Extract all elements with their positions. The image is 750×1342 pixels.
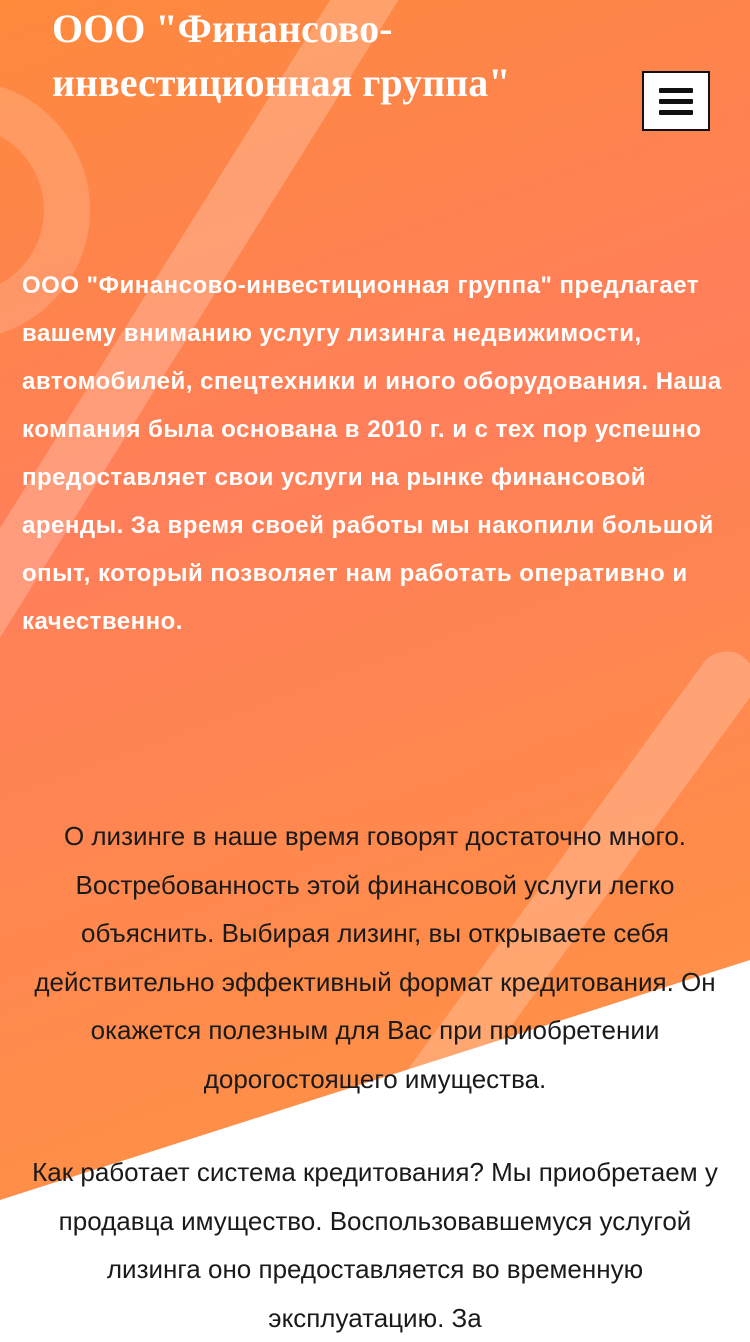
leasing-paragraph-2: Как работает система кредитования? Мы приобретаем у продавца имущество. Воспользовавшемуся услугой лизинга оно предоставляется во временную эксплуатацию. За xyxy=(32,1157,718,1333)
intro-text: ООО "Финансово-инвестиционная группа" предлагает вашему вниманию услугу лизинга недвижимости, автомобилей, спецтехники и иного оборудования. Наша компания была основана в 2010 г. и с тех пор успешно предоставляет свои услуги на рынке финансовой аренды. За время своей работы мы накопили большой опыт, который позволяет нам работать оперативно и качественно. xyxy=(22,272,722,635)
hamburger-icon-line xyxy=(659,99,693,104)
menu-button[interactable] xyxy=(642,71,710,131)
hamburger-icon-line xyxy=(659,110,693,115)
site-title[interactable]: ООО "Финансово-инвестиционная группа" xyxy=(52,6,511,105)
leasing-paragraph-1: О лизинге в наше время говорят достаточно много. Востребованность этой финансовой услуги легко объяснить. Выбирая лизинг, вы открываете себя действительно эффективный формат кредитования. Он окажется полезным для Вас при приобретении дорогостоящего имущества. xyxy=(34,821,716,1094)
hamburger-icon xyxy=(659,88,693,93)
